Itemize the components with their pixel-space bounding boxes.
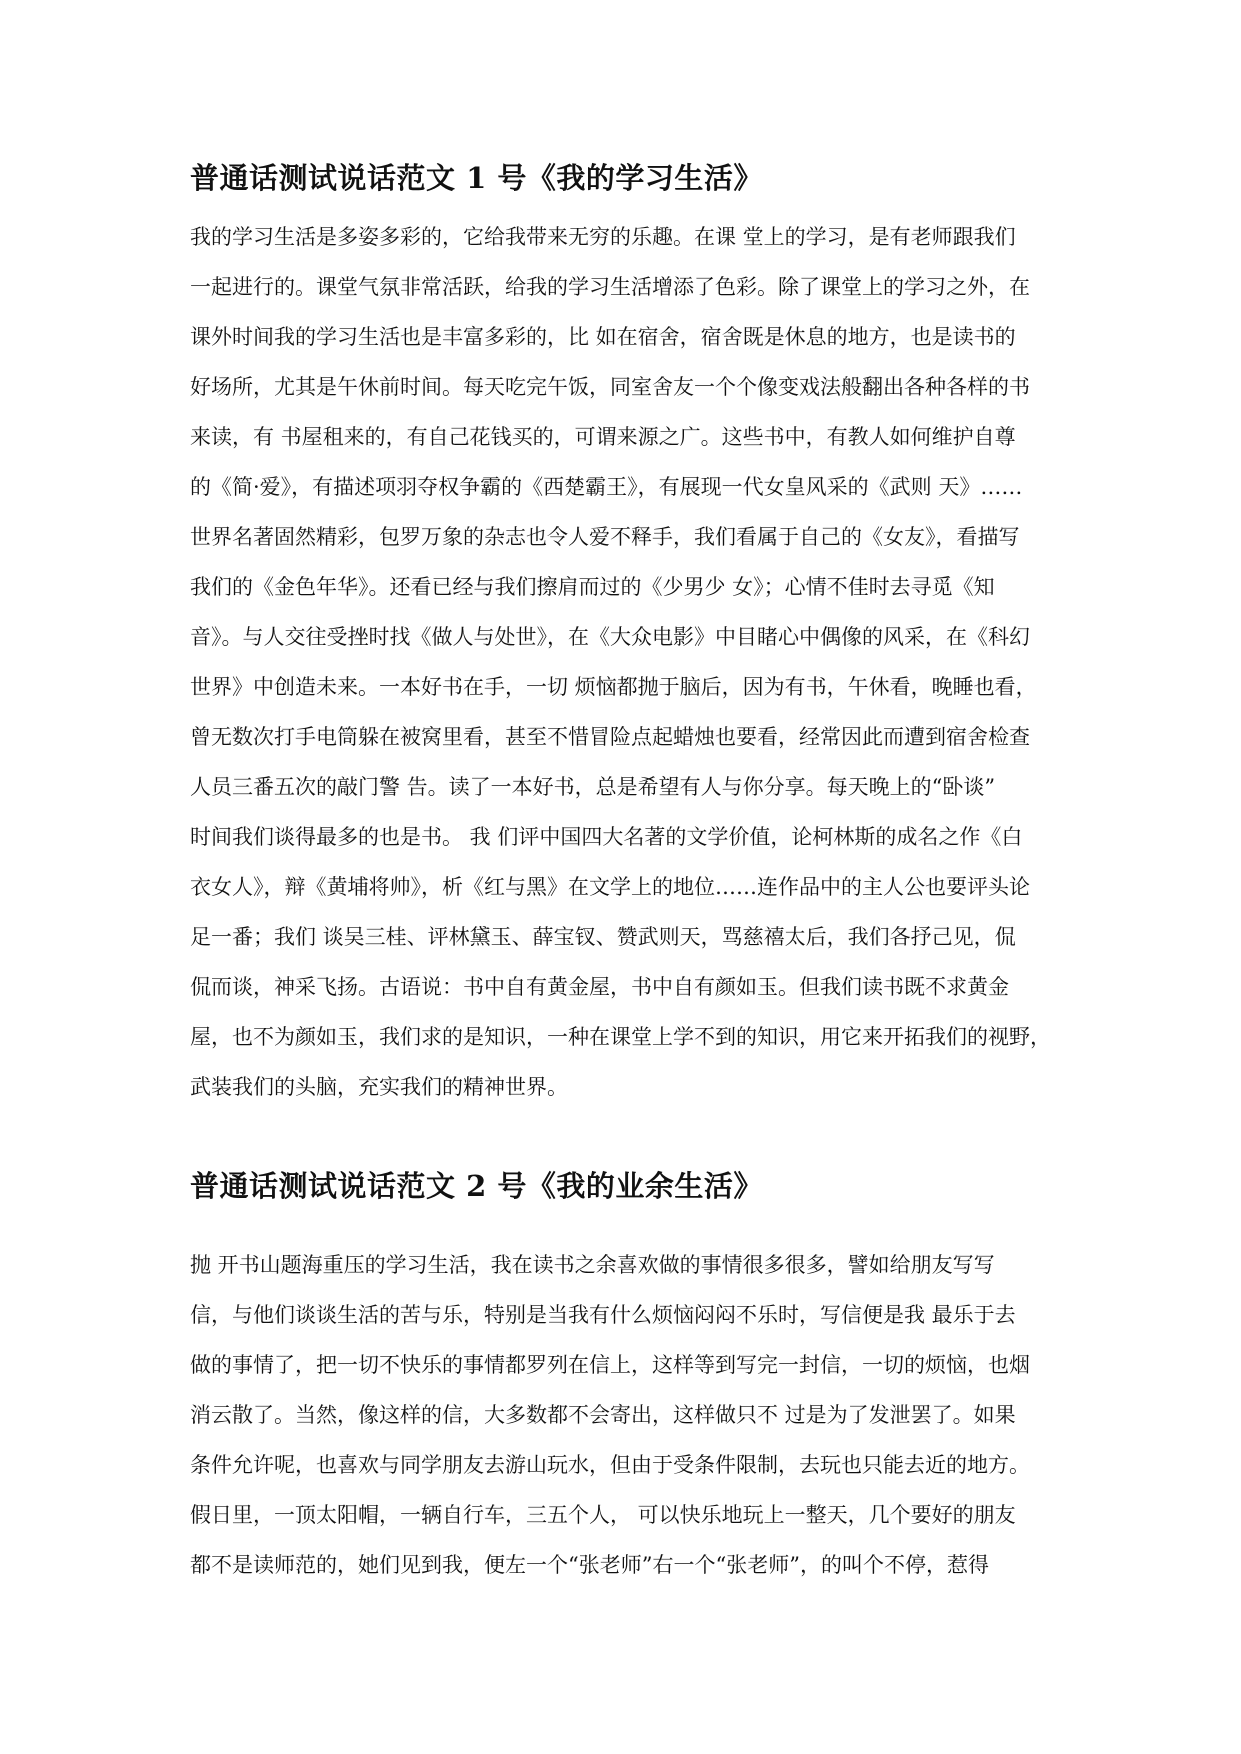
paragraph-line: 武装我们的头脑，充实我们的精神世界。 [190, 1075, 568, 1099]
paragraph-line: 好场所，尤其是午休前时间。每天吃完午饭，同室舍友一个个像变戏法般翻出各种各样的书 [190, 375, 1030, 399]
section-1-body [190, 212, 1060, 1112]
paragraph-line: 抛 开书山题海重压的学习生活，我在读书之余喜欢做的事情很多很多，譬如给朋友写写 [190, 1253, 995, 1277]
paragraph-line: 屋，也不为颜如玉，我们求的是知识，一种在课堂上学不到的知识，用它来开拓我们的视野， [190, 1025, 1051, 1049]
paragraph-line: 课外时间我的学习生活也是丰富多彩的，比 如在宿舍，宿舍既是休息的地方，也是读书的 [190, 325, 1016, 349]
paragraph-line: 都不是读师范的，她们见到我，便左一个“张老师”右一个“张老师”，的叫个不停，惹得 [190, 1553, 989, 1577]
paragraph-line: 做的事情了，把一切不快乐的事情都罗列在信上，这样等到写完一封信，一切的烦恼，也烟 [190, 1353, 1030, 1377]
paragraph-line: 我的学习生活是多姿多彩的，它给我带来无穷的乐趣。在课 堂上的学习，是有老师跟我们 [190, 225, 1016, 249]
document-page [190, 0, 1060, 1754]
paragraph-line: 衣女人》，辩《黄埔将帅》，析《红与黑》在文学上的地位……连作品中的主人公也要评头论 [190, 875, 1030, 899]
paragraph-line: 曾无数次打手电筒躲在被窝里看，甚至不惜冒险点起蜡烛也要看，经常因此而遭到宿舍检查 [190, 725, 1030, 749]
paragraph-line: 音》。与人交往受挫时找《做人与处世》，在《大众电影》中目睹心中偶像的风采，在《科幻 [190, 625, 1030, 649]
paragraph-line: 消云散了。当然，像这样的信，大多数都不会寄出，这样做只不 过是为了发泄罢了。如果 [190, 1403, 1016, 1427]
section-2-body [190, 1240, 1060, 1590]
paragraph-line: 世界》中创造未来。一本好书在手，一切 烦恼都抛于脑后，因为有书，午休看，晚睡也看， [190, 675, 1037, 699]
paragraph-line: 一起进行的。课堂气氛非常活跃，给我的学习生活增添了色彩。除了课堂上的学习之外，在 [190, 275, 1030, 299]
paragraph-line: 的《简·爱》，有描述项羽夺权争霸的《西楚霸王》，有展现一代女皇风采的《武则 天》…… [190, 475, 1023, 499]
section-2-title: 普通话测试说话范文 2 号《我的业余生活》 [190, 1169, 763, 1203]
paragraph-line: 足一番；我们 谈吴三桂、评林黛玉、薛宝钗、赞武则天，骂慈禧太后，我们各抒己见，侃 [190, 925, 1016, 949]
paragraph-line: 假日里，一顶太阳帽，一辆自行车，三五个人， 可以快乐地玩上一整天，几个要好的朋友 [190, 1503, 1016, 1527]
paragraph-line: 信，与他们谈谈生活的苦与乐，特别是当我有什么烦恼闷闷不乐时，写信便是我 最乐于去 [190, 1303, 1016, 1327]
paragraph-line: 条件允许呢，也喜欢与同学朋友去游山玩水，但由于受条件限制，去玩也只能去近的地方。 [190, 1453, 1030, 1477]
paragraph-line: 我们的《金色年华》。还看已经与我们擦肩而过的《少男少 女》；心情不佳时去寻觅《知 [190, 575, 995, 599]
section-1-title: 普通话测试说话范文 1 号《我的学习生活》 [190, 161, 763, 195]
paragraph-line: 世界名著固然精彩，包罗万象的杂志也令人爱不释手，我们看属于自己的《女友》，看描写 [190, 525, 1020, 549]
paragraph-line: 来读，有 书屋租来的，有自己花钱买的，可谓来源之广。这些书中，有教人如何维护自尊 [190, 425, 1016, 449]
paragraph-line: 侃而谈，神采飞扬。古语说：书中自有黄金屋，书中自有颜如玉。但我们读书既不求黄金 [190, 975, 1009, 999]
paragraph-line: 人员三番五次的敲门警 告。读了一本好书，总是希望有人与你分享。每天晚上的“卧谈” [190, 775, 996, 799]
paragraph-line: 时间我们谈得最多的也是书。 我 们评中国四大名著的文学价值，论柯林斯的成名之作《白 [190, 825, 1023, 849]
